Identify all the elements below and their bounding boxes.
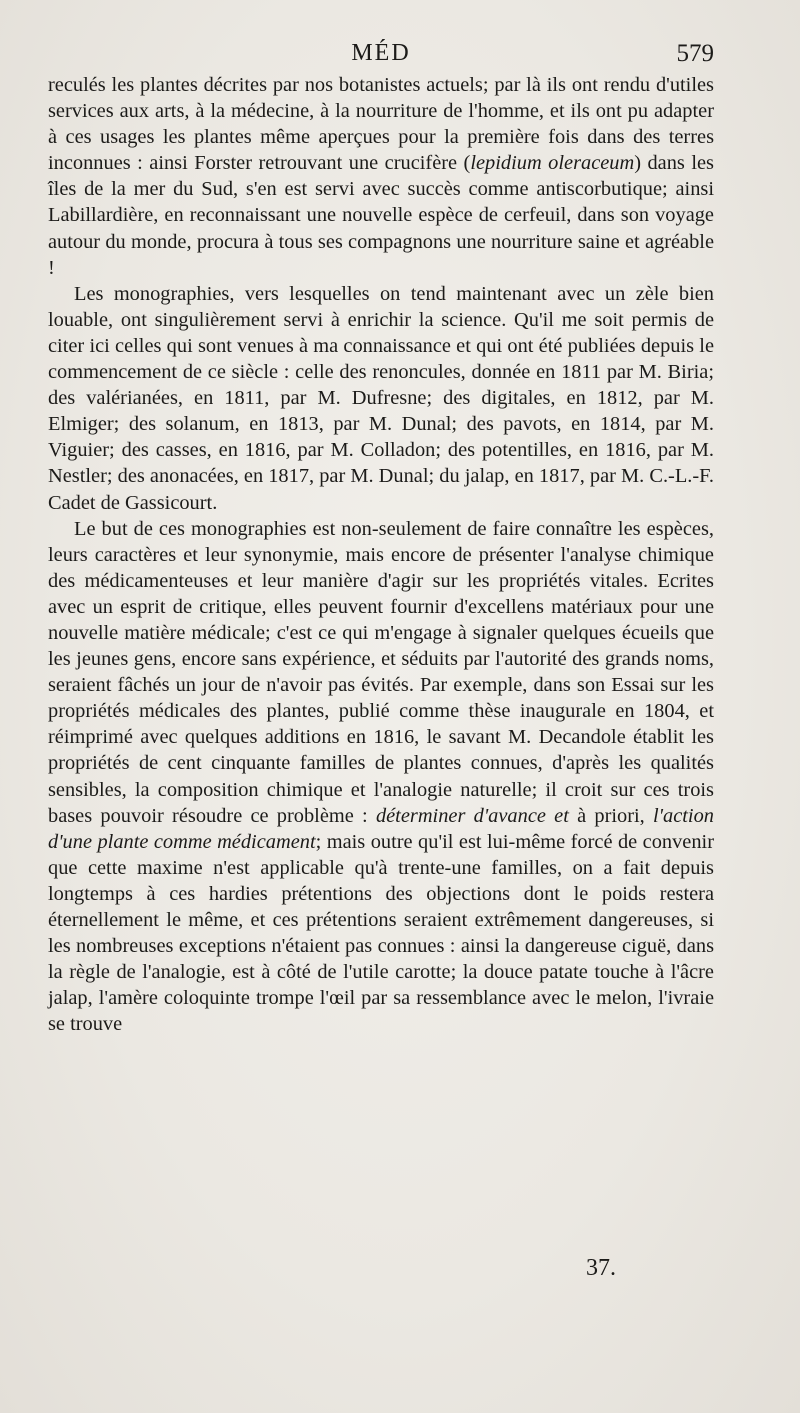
text-segment: Le but de ces monographies est non-seulement de faire connaître les espèces, leurs caractères et leur synonymie, mais encore de présenter l'analyse chimique des médicamenteuses et leur manière d'agir sur les propriétés vitales. Ecrites avec un esprit de critique, elles peuvent fournir d'excellens matériaux pour une nouvelle matière médicale; c'est ce qui m'engage à signaler quelques écueils que les jeunes gens, encore sans expérience, et séduits par l'autorité des grands noms, seraient fâchés un jour de n'avoir pas évités. Par exemple, dans son Essai sur les propriétés médicales des plantes, publié comme thèse inaugurale en 1804, et réimprimé avec quelques additions en 1816, le savant M. Decandole établit les propriétés de cent cinquante familles de plantes connues, d'après les qualités sensibles, la composition chimique et l'analogie naturelle; il croit sur ces trois bases pouvoir résoudre ce problème : (48, 517, 714, 827)
page-header (48, 40, 714, 74)
running-head: MÉD (351, 40, 411, 66)
paragraph-2 (48, 281, 714, 516)
page-number: 579 (676, 40, 714, 67)
signature-mark: 37. (586, 1255, 616, 1281)
text-segment: ; mais outre qu'il est lui-même forcé de convenir que cette maxime n'est applicable qu'à trente-une familles, on a fait depuis longtemps à ces hardies prétentions des objections dont le poids restera éternellement le même, et ces prétentions seraient extrêmement dangereuses, si les nombreuses exceptions n'étaient pas connues : ainsi la dangereuse ciguë, dans la règle de l'analogie, est à côté de l'utile carotte; la douce patate touche à l'âcre jalap, l'amère coloquinte trompe l'œil par sa ressemblance avec le melon, l'ivraie se trouve (48, 830, 714, 1036)
text-segment: reculés les plantes décrites par nos botanistes actuels; par là ils ont rendu d'utiles services aux arts, à la médecine, à la nourriture de l'homme, et ils ont pu adapter à ces usages les plantes même aperçues pour la première fois dans des terres inconnues : ainsi Forster retrouvant une crucifère ( (48, 74, 714, 175)
italic-phrase: l'action d'une plante comme médicament (48, 804, 714, 853)
text-segment: Les monographies, vers lesquelles on tend maintenant avec un zèle bien louable, ont singulièrement servi à enrichir la science. Qu'il me soit permis de citer ici celles qui sont venues à ma connaissance et qui ont été publiées depuis le commencement de ce siècle : celle des renoncules, donnée en 1811 par M. Biria; des valérianées, en 1811, par M. Dufresne; des digitales, en 1812, par M. Elmiger; des solanum, en 1813, par M. Dunal; des pavots, en 1814, par M. Viguier; des casses, en 1816, par M. Colladon; des potentilles, en 1816, par M. Nestler; des anonacées, en 1817, par M. Dunal; du jalap, en 1817, par M. C.-L.-F. Cadet de Gassicourt. (48, 282, 714, 514)
text-segment: à priori, (577, 804, 653, 827)
body-text (48, 72, 714, 1037)
italic-phrase: déterminer d'avance et (375, 804, 578, 827)
paragraph-3 (48, 516, 714, 1038)
text-segment: ) dans les îles de la mer du Sud, s'en est servi avec succès comme antiscorbutique; ainsi Labillardière, en reconnaissant une nouvelle espèce de cerfeuil, dans son voyage autour du monde, procura à tous ses compagnons une nourriture saine et agréable ! (48, 152, 714, 279)
paragraph-1 (48, 72, 714, 281)
botanical-name: lepidium oleraceum (470, 152, 635, 175)
